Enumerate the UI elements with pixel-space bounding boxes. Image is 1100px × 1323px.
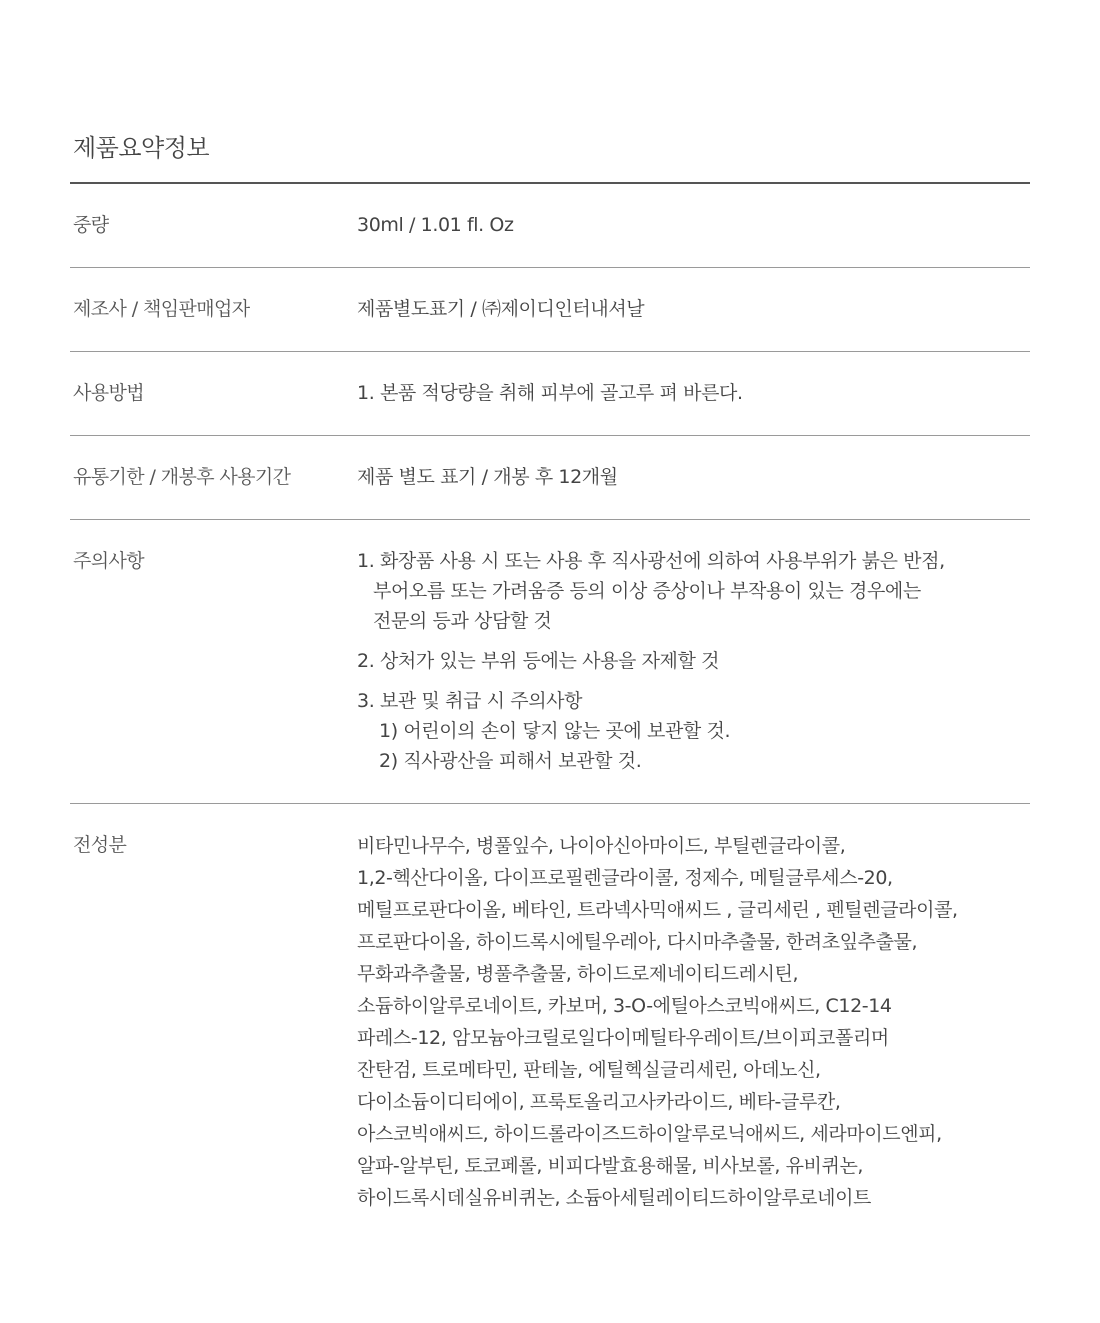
ingredients-line: 파레스-12, 암모늄아크릴로일다이메틸타우레이트/브이피코폴리머 — [357, 1027, 889, 1049]
row-label: 제조사 / 책임판매업자 — [73, 298, 250, 320]
caution-text: 부어오름 또는 가려움증 등의 이상 증상이나 부작용이 있는 경우에는 — [373, 580, 921, 602]
caution-text: 1. 화장품 사용 시 또는 사용 후 직사광선에 의하여 사용부위가 붉은 반점, — [357, 550, 945, 572]
ingredients-list — [357, 830, 1030, 1214]
caution-text: 전문의 등과 상담할 것 — [373, 610, 552, 632]
row-value: 제품별도표기 / ㈜제이디인터내셔날 — [357, 298, 645, 320]
ingredients-line: 아스코빅애씨드, 하이드롤라이즈드하이알루로닉애씨드, 세라마이드엔피, — [357, 1123, 942, 1145]
table-row-expiry — [70, 436, 1030, 520]
ingredients-line: 메틸프로판다이올, 베타인, 트라넥사믹애씨드 , 글리세린 , 펜틸렌글라이콜, — [357, 899, 958, 921]
row-value: 30ml / 1.01 fl. Oz — [357, 214, 514, 236]
row-label: 전성분 — [73, 834, 127, 856]
row-value: 제품 별도 표기 / 개봉 후 12개월 — [357, 466, 618, 488]
ingredients-line: 비타민나무수, 병풀잎수, 나이아신아마이드, 부틸렌글라이콜, — [357, 835, 846, 857]
row-label: 유통기한 / 개봉후 사용기간 — [73, 466, 291, 488]
table-row-ingredients — [70, 804, 1030, 1214]
row-label: 중량 — [73, 214, 109, 236]
ingredients-line: 잔탄검, 트로메타민, 판테놀, 에틸헥실글리세린, 아데노신, — [357, 1059, 821, 1081]
row-value: 1. 본품 적당량을 취해 피부에 골고루 펴 바른다. — [357, 382, 743, 404]
caution-subtext: 1) 어린이의 손이 닿지 않는 곳에 보관할 것. — [379, 720, 731, 742]
caution-list — [357, 546, 1030, 776]
ingredients-line: 알파-알부틴, 토코페롤, 비피다발효용해물, 비사보롤, 유비퀴논, — [357, 1155, 864, 1177]
ingredients-line: 하이드록시데실유비퀴논, 소듐아세틸레이티드하이알루로네이트 — [357, 1187, 871, 1209]
caution-text: 2. 상처가 있는 부위 등에는 사용을 자제할 것 — [357, 650, 720, 672]
table-row-usage — [70, 352, 1030, 436]
summary-table — [70, 182, 1030, 1214]
caution-text: 3. 보관 및 취급 시 주의사항 — [357, 690, 583, 712]
caution-item — [357, 546, 1030, 636]
ingredients-line: 1,2-헥산다이올, 다이프로필렌글라이콜, 정제수, 메틸글루세스-20, — [357, 867, 893, 889]
ingredients-line: 프로판다이올, 하이드록시에틸우레아, 다시마추출물, 한려초잎추출물, — [357, 931, 918, 953]
ingredients-line: 다이소듐이디티에이, 프룩토올리고사카라이드, 베타-글루칸, — [357, 1091, 841, 1113]
table-row-weight — [70, 184, 1030, 268]
ingredients-line: 소듐하이알루로네이트, 카보머, 3-O-에틸아스코빅애씨드, C12-14 — [357, 995, 892, 1017]
row-label: 주의사항 — [73, 550, 145, 572]
caution-item — [357, 646, 1030, 676]
ingredients-line: 무화과추출물, 병풀추출물, 하이드로제네이티드레시틴, — [357, 963, 799, 985]
caution-subtext: 2) 직사광산을 피해서 보관할 것. — [379, 750, 642, 772]
table-row-manufacturer — [70, 268, 1030, 352]
row-label: 사용방법 — [73, 382, 145, 404]
caution-item — [357, 686, 1030, 776]
table-row-caution — [70, 520, 1030, 804]
page-title: 제품요약정보 — [73, 134, 210, 162]
